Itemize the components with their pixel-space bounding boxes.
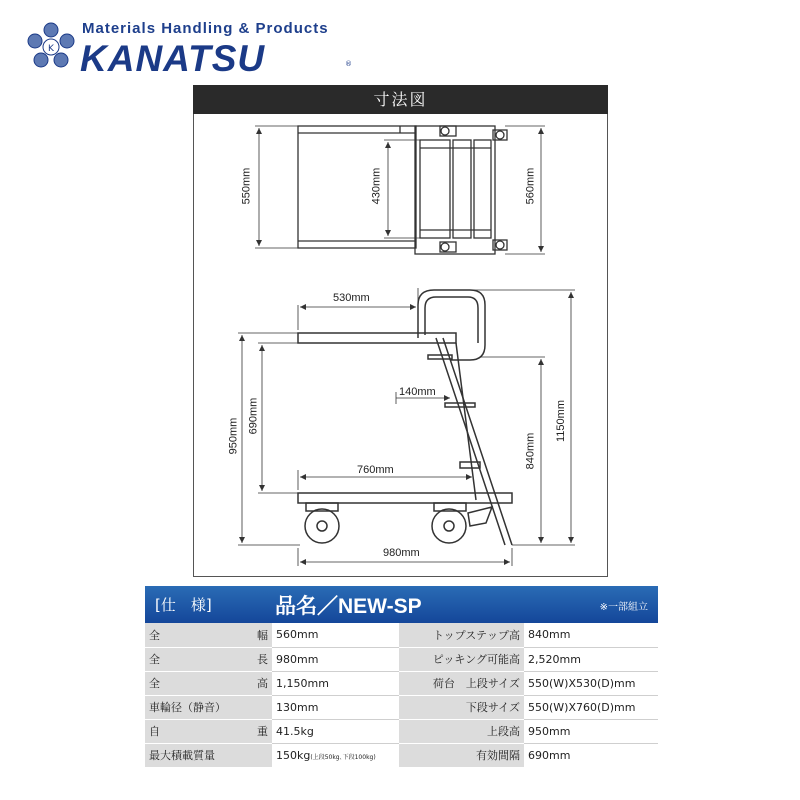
spec-model-name: 品名／NEW-SP [275,595,422,618]
spec-value-cell: 150kg(上段50kg､下段100kg) [272,743,399,767]
spec-value-cell: 41.5kg [272,719,399,743]
dim-top-depth-inner: 430mm [370,167,383,205]
spec-label-cell: 有効間隔 [399,743,524,767]
spec-label-cell: 全 幅 [145,623,272,647]
spec-value-cell: 950mm [524,719,658,743]
dim-top-width: 560mm [524,167,537,205]
drawing-title: 寸法図 [193,85,608,114]
spec-value-cell: 550(W)X530(D)mm [524,671,658,695]
spec-row [145,671,658,695]
spec-label-cell: 自 重 [145,719,272,743]
spec-label-cell: 車輪径（静音） [145,695,272,719]
dim-step-depth: 140mm [399,386,436,398]
brand-tagline: Materials Handling & Products [82,20,329,37]
svg-text:K: K [48,44,54,54]
dim-lower-deck: 760mm [357,464,394,476]
dim-effective-gap: 690mm [247,397,260,435]
registered-mark: ® [345,60,352,68]
spec-label-cell: トップステップ高 [399,623,524,647]
spec-row [145,743,658,767]
spec-row [145,647,658,671]
dim-upper-height: 950mm [227,417,240,455]
spec-value-cell: 2,520mm [524,647,658,671]
spec-value-cell: 550(W)X760(D)mm [524,695,658,719]
spec-header [145,586,658,623]
dim-top-depth-outer: 550mm [240,167,253,205]
spec-label-cell: ピッキング可能高 [399,647,524,671]
spec-assembly-note: ※一部組立 [599,602,648,613]
spec-label-cell: 上段高 [399,719,524,743]
dim-total-height: 1150mm [554,400,567,442]
spec-label: [仕 様] [155,596,212,614]
spec-label-cell: 最大積載質量 [145,743,272,767]
spec-table [145,623,658,768]
spec-label-cell: 荷台 上段サイズ [399,671,524,695]
spec-label-cell: 全 高 [145,671,272,695]
spec-value-cell: 690mm [524,743,658,767]
spec-row [145,623,658,647]
spec-row [145,719,658,743]
dimension-drawing-frame [193,85,608,577]
dim-total-length: 980mm [383,547,420,559]
spec-value-cell: 980mm [272,647,399,671]
dim-top-step-height: 840mm [524,432,537,470]
spec-value-cell: 1,150mm [272,671,399,695]
dim-upper-deck: 530mm [333,292,370,304]
brand-name: KANATSU [80,38,266,79]
spec-value-cell: 560mm [272,623,399,647]
spec-value-cell: 840mm [524,623,658,647]
spec-label-cell: 全 長 [145,647,272,671]
spec-row [145,695,658,719]
spec-value-cell: 130mm [272,695,399,719]
load-breakdown-note: (上段50kg､下段100kg) [310,753,376,761]
spec-label-cell: 下段サイズ [399,695,524,719]
flower-cluster-logo-icon [26,22,76,72]
